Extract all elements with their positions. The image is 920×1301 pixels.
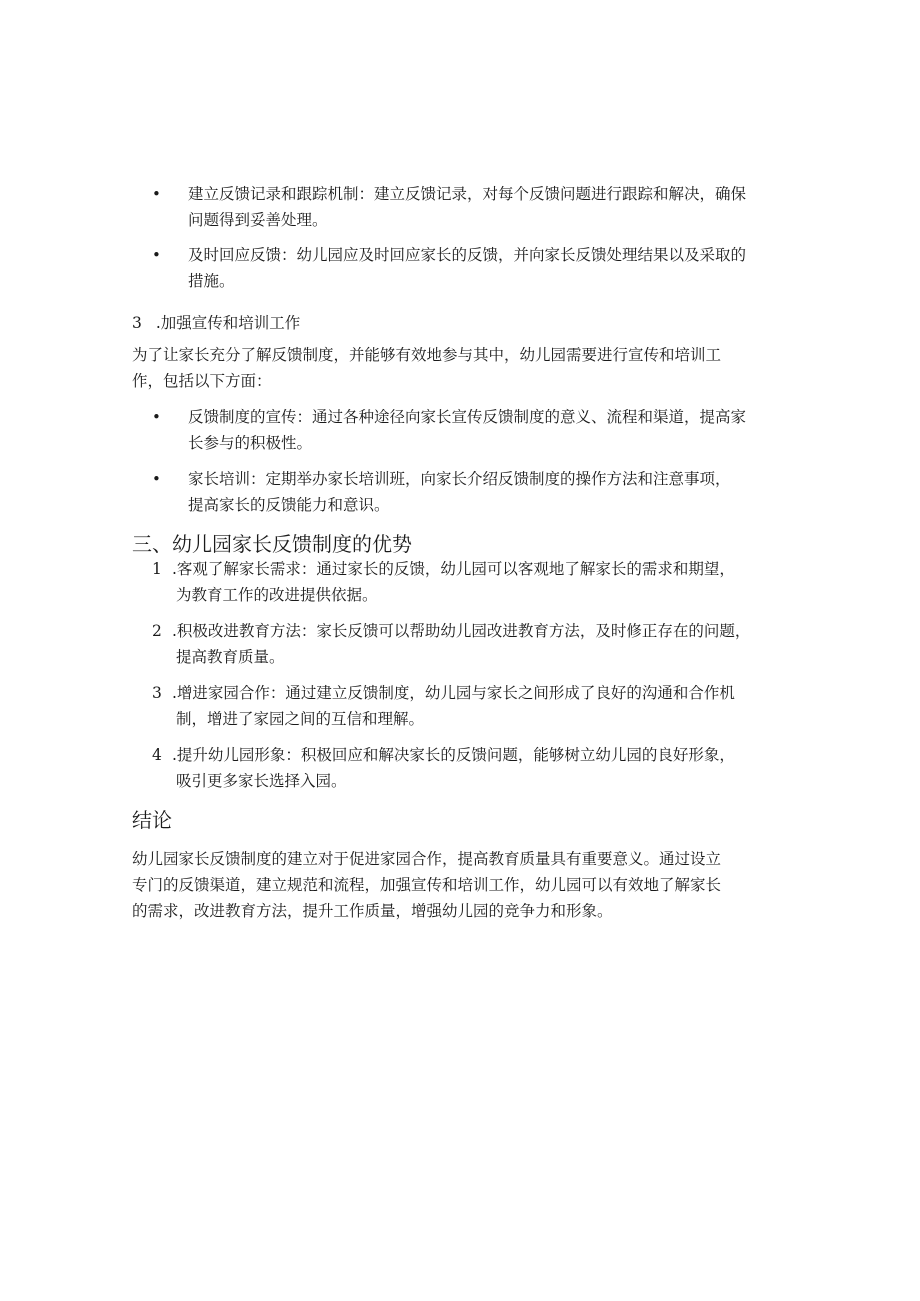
- text-line: 为了让家长充分了解反馈制度，并能够有效地参与其中，幼儿园需要进行宣传和培训工: [132, 346, 722, 364]
- text-line: .积极改进教育方法：家长反馈可以帮助幼儿园改进教育方法，及时修正存在的问题，: [172, 622, 751, 640]
- bullet-marker: •: [152, 470, 161, 488]
- text-line: 的需求，改进教育方法，提升工作质量，增强幼儿园的竞争力和形象。: [132, 902, 613, 920]
- text-line: 提高家长的反馈能力和意识。: [188, 496, 390, 514]
- item-number: 4: [152, 746, 162, 764]
- section-subheading: [132, 310, 300, 336]
- text-line: 为教育工作的改进提供依据。: [176, 586, 378, 604]
- text-line: 及时回应反馈：幼儿园应及时回应家长的反馈，并向家长反馈处理结果以及采取的: [188, 246, 747, 264]
- item-number: 1: [152, 560, 162, 578]
- text-line: 吸引更多家长选择入园。: [176, 772, 347, 790]
- section-title: .加强宣传和培训工作: [155, 314, 301, 332]
- list-item: [152, 680, 812, 732]
- list-item-text: [172, 680, 812, 732]
- list-item-text: [188, 242, 802, 294]
- text-line: 问题得到妥善处理。: [188, 211, 328, 229]
- list-item-text: [188, 466, 802, 518]
- bullet-marker: •: [152, 246, 161, 264]
- item-number: 3: [152, 684, 162, 702]
- section-number: 3: [132, 314, 142, 332]
- list-item-text: [188, 181, 802, 233]
- list-item-text: [172, 618, 812, 670]
- text-line: 提高教育质量。: [176, 648, 285, 666]
- text-line: .增进家园合作：通过建立反馈制度，幼儿园与家长之间形成了良好的沟通和合作机: [172, 684, 735, 702]
- bullet-marker: •: [152, 185, 161, 203]
- conclusion-heading: 结论: [132, 808, 172, 832]
- text-line: 作，包括以下方面：: [132, 372, 272, 390]
- text-line: 幼儿园家长反馈制度的建立对于促进家园合作，提高教育质量具有重要意义。通过设立: [132, 850, 722, 868]
- text-line: 专门的反馈渠道，建立规范和流程，加强宣传和培训工作，幼儿园可以有效地了解家长: [132, 876, 722, 894]
- text-line: 家长培训：定期举办家长培训班，向家长介绍反馈制度的操作方法和注意事项，: [188, 470, 731, 488]
- text-line: 措施。: [188, 272, 235, 290]
- list-item: [152, 618, 812, 670]
- list-item: [152, 466, 802, 518]
- list-item-text: [172, 556, 812, 608]
- text-line: .客观了解家长需求：通过家长的反馈，幼儿园可以客观地了解家长的需求和期望，: [172, 560, 735, 578]
- bullet-marker: •: [152, 408, 161, 426]
- section-heading: 三、幼儿园家长反馈制度的优势: [132, 532, 412, 556]
- text-line: 长参与的积极性。: [188, 434, 313, 452]
- conclusion-paragraph: [132, 846, 812, 924]
- list-item-text: [188, 404, 802, 456]
- text-line: 制，增进了家园之间的互信和理解。: [176, 710, 425, 728]
- list-item: [152, 556, 812, 608]
- text-line: 反馈制度的宣传：通过各种途径向家长宣传反馈制度的意义、流程和渠道，提高家: [188, 408, 747, 426]
- text-line: .提升幼儿园形象：积极回应和解决家长的反馈问题，能够树立幼儿园的良好形象，: [172, 746, 735, 764]
- list-item: [152, 742, 812, 794]
- list-item-text: [172, 742, 812, 794]
- list-item: [152, 181, 802, 233]
- intro-paragraph: [132, 342, 812, 394]
- text-line: 建立反馈记录和跟踪机制：建立反馈记录，对每个反馈问题进行跟踪和解决，确保: [188, 185, 747, 203]
- item-number: 2: [152, 622, 162, 640]
- list-item: [152, 242, 802, 294]
- list-item: [152, 404, 802, 456]
